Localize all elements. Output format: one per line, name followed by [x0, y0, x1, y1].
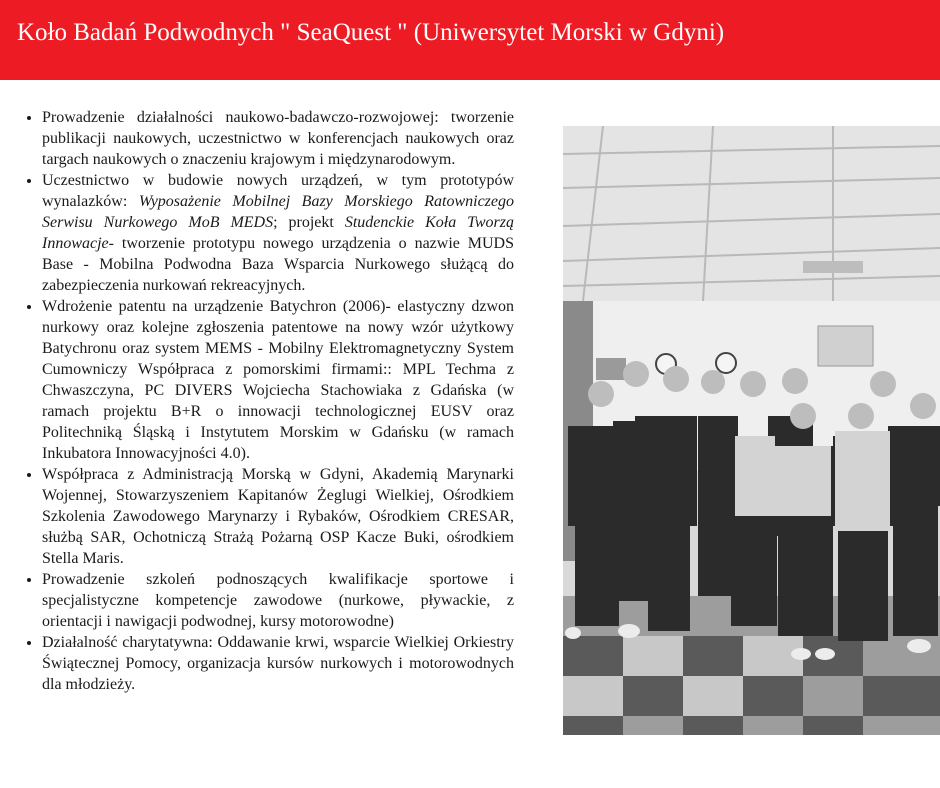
activities-list — [18, 107, 514, 695]
list-item — [42, 464, 514, 569]
item-text: - tworzenie prototypu nowego urządzenia o nazwie MUDS Base - Mobilna Podwodna Baza Wsparcia Nurkowego służącą do zabezpieczenia nurkowań rekreacyjnych. — [42, 235, 514, 294]
item-text: Działalność charytatywna: Oddawanie krwi, wsparcie Wielkiej Orkiestry Świątecznej Pomocy, organizacja kursów nurkowych i motorowodnych dla młodzieży. — [42, 634, 514, 693]
item-italic-text: Studenckie Koła Tworzą Innowacje — [42, 214, 514, 252]
list-item — [42, 569, 514, 632]
list-item — [42, 296, 514, 464]
group-photo-icon — [563, 126, 940, 735]
item-text: Prowadzenie działalności naukowo-badawczo-rozwojowej: tworzenie publikacji naukowych, uczestnictwo w konferencjach naukowych oraz targach naukowych o znaczeniu krajowym i międzynarodowym. — [42, 109, 514, 168]
item-text: ; projekt — [273, 214, 345, 231]
group-photo — [563, 126, 940, 735]
item-text: Uczestnictwo w budowie nowych urządzeń, w tym prototypów wynalazków: — [42, 172, 514, 210]
list-item — [42, 107, 514, 170]
header-banner — [0, 0, 940, 80]
list-item — [42, 632, 514, 695]
page-title: Koło Badań Podwodnych " SeaQuest " (Uniwersytet Morski w Gdyni) — [17, 19, 725, 46]
item-text: Wdrożenie patentu na urządzenie Batychron (2006)- elastyczny dzwon nurkowy oraz kolejne zgłoszenia patentowe na nowy wzór użytkowy Batychronu oraz system MEMS - Mobilny Elektromagnetyczny System Cumowniczy Współpraca z pomorskimi firmami:: MPL Techma z Chwaszczyna, PC DIVERS Wojciecha Stachowiaka z Gdańska (w ramach projektu B+R o innowacji technologicznej EUSV oraz Politechniką Śląską i Instytutem Morskim w Gdańsku (w ramach Inkubatora Innowacyjności 4.0). — [42, 298, 514, 462]
activities-section — [18, 107, 514, 695]
item-text: Współpraca z Administracją Morską w Gdyni, Akademią Marynarki Wojennej, Stowarzyszeniem Kapitanów Żeglugi Wielkiej, Ośrodkiem Szkolenia Zawodowego Marynarzy i Rybaków, Ośrodkiem CRESAR, służbą SAR, Ochotniczą Strażą Pożarną OSP Kacze Buki, ośrodkiem Stella Maris. — [42, 466, 514, 567]
list-item — [42, 170, 514, 296]
item-italic-text: Wyposażenie Mobilnej Bazy Morskiego Ratowniczego Serwisu Nurkowego MoB MEDS — [42, 193, 515, 231]
item-text: Prowadzenie szkoleń podnoszących kwalifikacje sportowe i specjalistyczne kompetencje zawodowe (nurkowe, pływackie, z orientacji i nawigacji podwodnej, kursy motorowodne) — [42, 571, 514, 630]
